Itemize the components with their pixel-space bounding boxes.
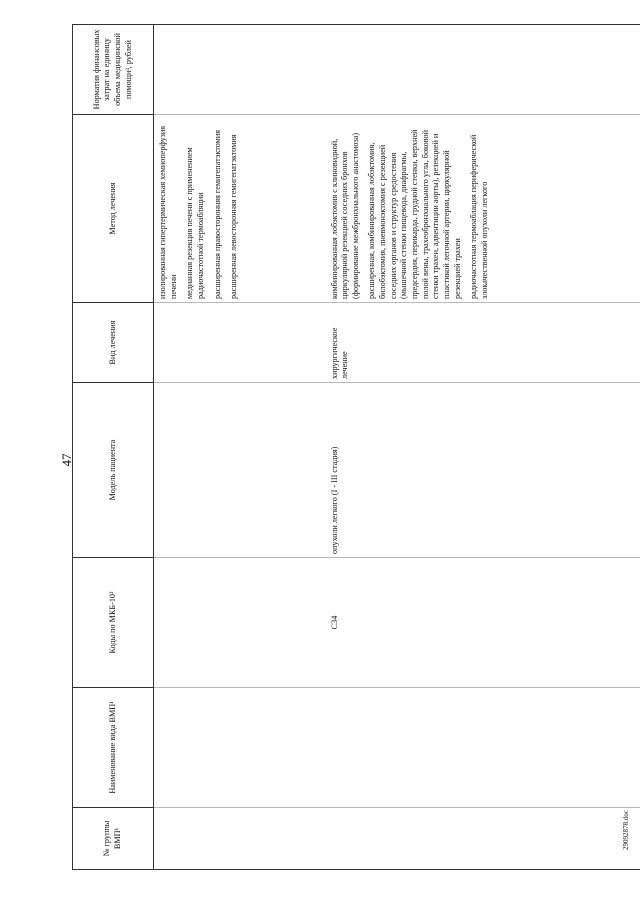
cell-name (154, 688, 324, 808)
cell-norm (154, 25, 324, 115)
table-header-row (73, 25, 154, 870)
method-item: радиочастотная термоаблация периферической злокачественной опухоли легкого (469, 134, 490, 299)
cell-num (324, 808, 640, 870)
cell-num (154, 808, 324, 870)
method-item: расширенная левосторонняя гемигепатэктомия (229, 134, 239, 299)
method-item: расширенная, комбинированная лобэктомия, билобэктомия, пневмонэктомия с резекцией соседних органов и структур средостения (мышечной стенки пищевода, диафрагмы, предсердия, перикарда, грудной стенки, верхней полой вены, трахеобронхиального угла, боковой стенки трахеи, адвентиции аорты), резекцией и пластикой легочной артерии, циркулярной резекцией трахеи (367, 129, 462, 299)
header-treatment-type: Вид лечения (73, 303, 154, 383)
cell-model (154, 383, 324, 558)
method-item: расширенная правосторонняя гемигепатэктомия (212, 130, 222, 299)
method-item: медианная резекция печени с применением радиочастотной термоабляции (185, 147, 205, 299)
cell-methods (324, 115, 640, 303)
vmp-table (72, 24, 640, 870)
table-row (154, 25, 324, 870)
footer-doc-name: 29092878.doc (622, 810, 630, 850)
rotated-table-container (72, 25, 640, 870)
header-treatment-method: Метод лечения (73, 115, 154, 303)
cell-type: хирургическое лечение (324, 303, 640, 383)
cell-name (324, 688, 640, 808)
method-item: изолированная гипертермическая хемиоперфузия печени (158, 125, 178, 299)
header-cost-norm: Норматив финансовых затрат на единицу объема медицинской помощи³, рублей (73, 25, 154, 115)
header-patient-model: Модель пациента (73, 383, 154, 558)
cell-codes: C34 (324, 558, 640, 688)
cell-codes (154, 558, 324, 688)
header-vmp-name: Наименование вида ВМП¹ (73, 688, 154, 808)
cell-model: опухоли легкого (I - III стадия) (324, 383, 640, 558)
method-item: комбинированная лобэктомия с клиновидной, циркулярной резекцией соседних бронхов (формирование межбронхиального анастомоза) (329, 132, 360, 299)
cell-methods (154, 115, 324, 303)
table-row (324, 25, 640, 870)
header-icd-codes: Коды по МКБ-10² (73, 558, 154, 688)
cell-type (154, 303, 324, 383)
header-group-number: № группы ВМП¹ (73, 808, 154, 870)
page-number: 47 (59, 453, 74, 467)
cell-norm (324, 25, 640, 115)
